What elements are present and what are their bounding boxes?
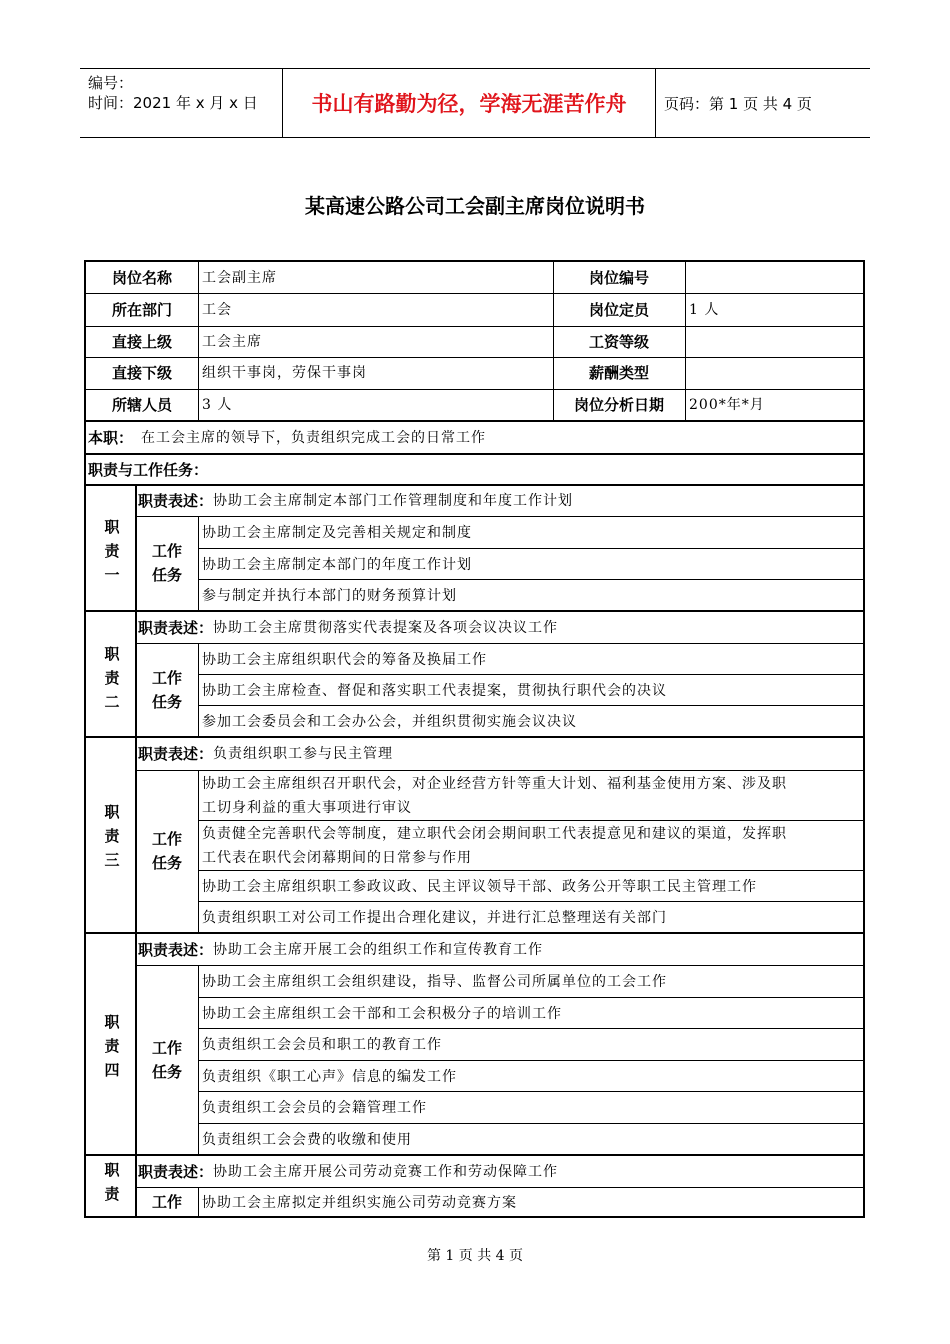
wage-value	[685, 326, 863, 357]
duties-section-title: 职责与工作任务：	[88, 460, 209, 479]
duty-4-task-label: 工作 任务	[151, 1038, 182, 1081]
subordinate-label: 直接下级	[111, 364, 172, 382]
duty-5-task-1: 协助工会主席拟定并组织实施公司劳动竞赛方案	[202, 1194, 517, 1211]
duty-4-task-4: 负责组织《职工心声》信息的编发工作	[202, 1068, 457, 1085]
duty-2-task-label: 工作 任务	[151, 668, 182, 711]
pay-label: 薪酬类型	[588, 364, 649, 382]
header-meta	[88, 73, 258, 113]
wage-label: 工资等级	[588, 332, 649, 351]
duty-2-task-1: 协助工会主席组织职代会的筹备及换届工作	[202, 651, 487, 668]
duty-1-task-3: 参与制定并执行本部门的财务预算计划	[202, 587, 457, 604]
staff-label: 所辖人员	[111, 396, 172, 414]
pay-value	[685, 357, 863, 389]
duty-5-desc: 职责表述： 协助工会主席开展公司劳动竞赛工作和劳动保障工作	[138, 1162, 559, 1181]
quota-value: 1 人	[689, 301, 720, 318]
time-label: 时间：2021 年 x 月 x 日	[88, 94, 258, 112]
duty-4-task-1: 协助工会主席组织工会组织建设，指导、监督公司所属单位的工会工作	[202, 974, 667, 990]
subordinate-value: 组织干事岗，劳保干事岗	[202, 365, 367, 381]
duty-3-task-2: 负责健全完善职代会等制度，建立职代会闭会期间职工代表提意见和建议的渠道，发挥职 工代表在职代会闭幕期间的日常参与作用	[202, 826, 787, 866]
page-info: 页码：第 1 页 共 4 页	[664, 95, 812, 113]
dept-value: 工会	[202, 301, 232, 318]
header-slogan: 书山有路勤为径，学海无涯苦作舟	[282, 69, 656, 137]
quota-label: 岗位定员	[588, 300, 649, 319]
job-description-table	[84, 260, 865, 1218]
duty-1-task-label: 工作 任务	[151, 542, 182, 584]
duty-5-label: 职 责	[104, 1161, 120, 1203]
staff-value: 3 人	[202, 397, 233, 413]
main-duty-label: 本职：	[88, 428, 134, 447]
main-duty-row	[86, 422, 863, 453]
duty-2-desc: 职责表述： 协助工会主席贯彻落实代表提案及各项会议决议工作	[138, 618, 559, 637]
duty-3-task-1: 协助工会主席组织召开职代会，对企业经营方针等重大计划、福利基金使用方案、涉及职 工切身利益的重大事项进行审议	[202, 776, 787, 816]
page-footer: 第 1 页 共 4 页	[426, 1248, 524, 1264]
duty-4-task-2: 协助工会主席组织工会干部和工会积极分子的培训工作	[202, 1005, 562, 1022]
duty-4-task-5: 负责组织工会会员的会籍管理工作	[202, 1100, 427, 1116]
dept-label: 所在部门	[111, 300, 172, 319]
analysis-date-label: 岗位分析日期	[573, 396, 664, 414]
duty-4-task-3: 负责组织工会会员和职工的教育工作	[202, 1037, 442, 1053]
duty-3-desc: 职责表述： 负责组织职工参与民主管理	[138, 745, 394, 763]
job-name-value: 工会副主席	[202, 269, 277, 286]
page-title: 某高速公路公司工会副主席岗位说明书	[305, 194, 645, 218]
duty-1-task-2: 协助工会主席制定本部门的年度工作计划	[202, 556, 472, 573]
job-no-label: 岗位编号	[588, 268, 649, 287]
superior-label: 直接上级	[111, 332, 172, 351]
duty-2-task-2: 协助工会主席检查、督促和落实职工代表提案，贯彻执行职代会的决议	[202, 682, 667, 699]
main-duty-text: 在工会主席的领导下，负责组织完成工会的日常工作	[141, 429, 487, 446]
job-name-label: 岗位名称	[111, 268, 172, 287]
duty-3-task-4: 负责组织职工对公司工作提出合理化建议，并进行汇总整理送有关部门	[202, 909, 667, 926]
duty-1-task-1: 协助工会主席制定及完善相关规定和制度	[202, 525, 472, 541]
duty-3-task-3: 协助工会主席组织职工参政议政、民主评议领导干部、政务公开等职工民主管理工作	[202, 878, 757, 895]
duty-2-task-3: 参加工会委员会和工会办公会，并组织贯彻实施会议决议	[202, 713, 577, 730]
document-header	[80, 68, 870, 138]
duty-1-desc: 职责表述： 协助工会主席制定本部门工作管理制度和年度工作计划	[138, 492, 574, 510]
duty-3-task-label: 工作 任务	[151, 830, 182, 872]
duty-2-label: 职 责 二	[104, 645, 120, 711]
superior-value: 工会主席	[202, 333, 262, 350]
duty-1-label: 职 责 一	[104, 518, 120, 584]
analysis-date-value: 200*年*月	[689, 397, 765, 413]
duty-3-label: 职 责 三	[104, 803, 120, 869]
duty-4-task-6: 负责组织工会会费的收缴和使用	[202, 1131, 412, 1148]
duty-4-desc: 职责表述： 协助工会主席开展工会的组织工作和宣传教育工作	[138, 940, 544, 959]
job-no-value	[685, 262, 863, 293]
duty-5-task-label: 工作	[151, 1192, 182, 1211]
duty-4-label: 职 责 四	[104, 1013, 120, 1079]
number-label: 编号：	[88, 74, 134, 92]
